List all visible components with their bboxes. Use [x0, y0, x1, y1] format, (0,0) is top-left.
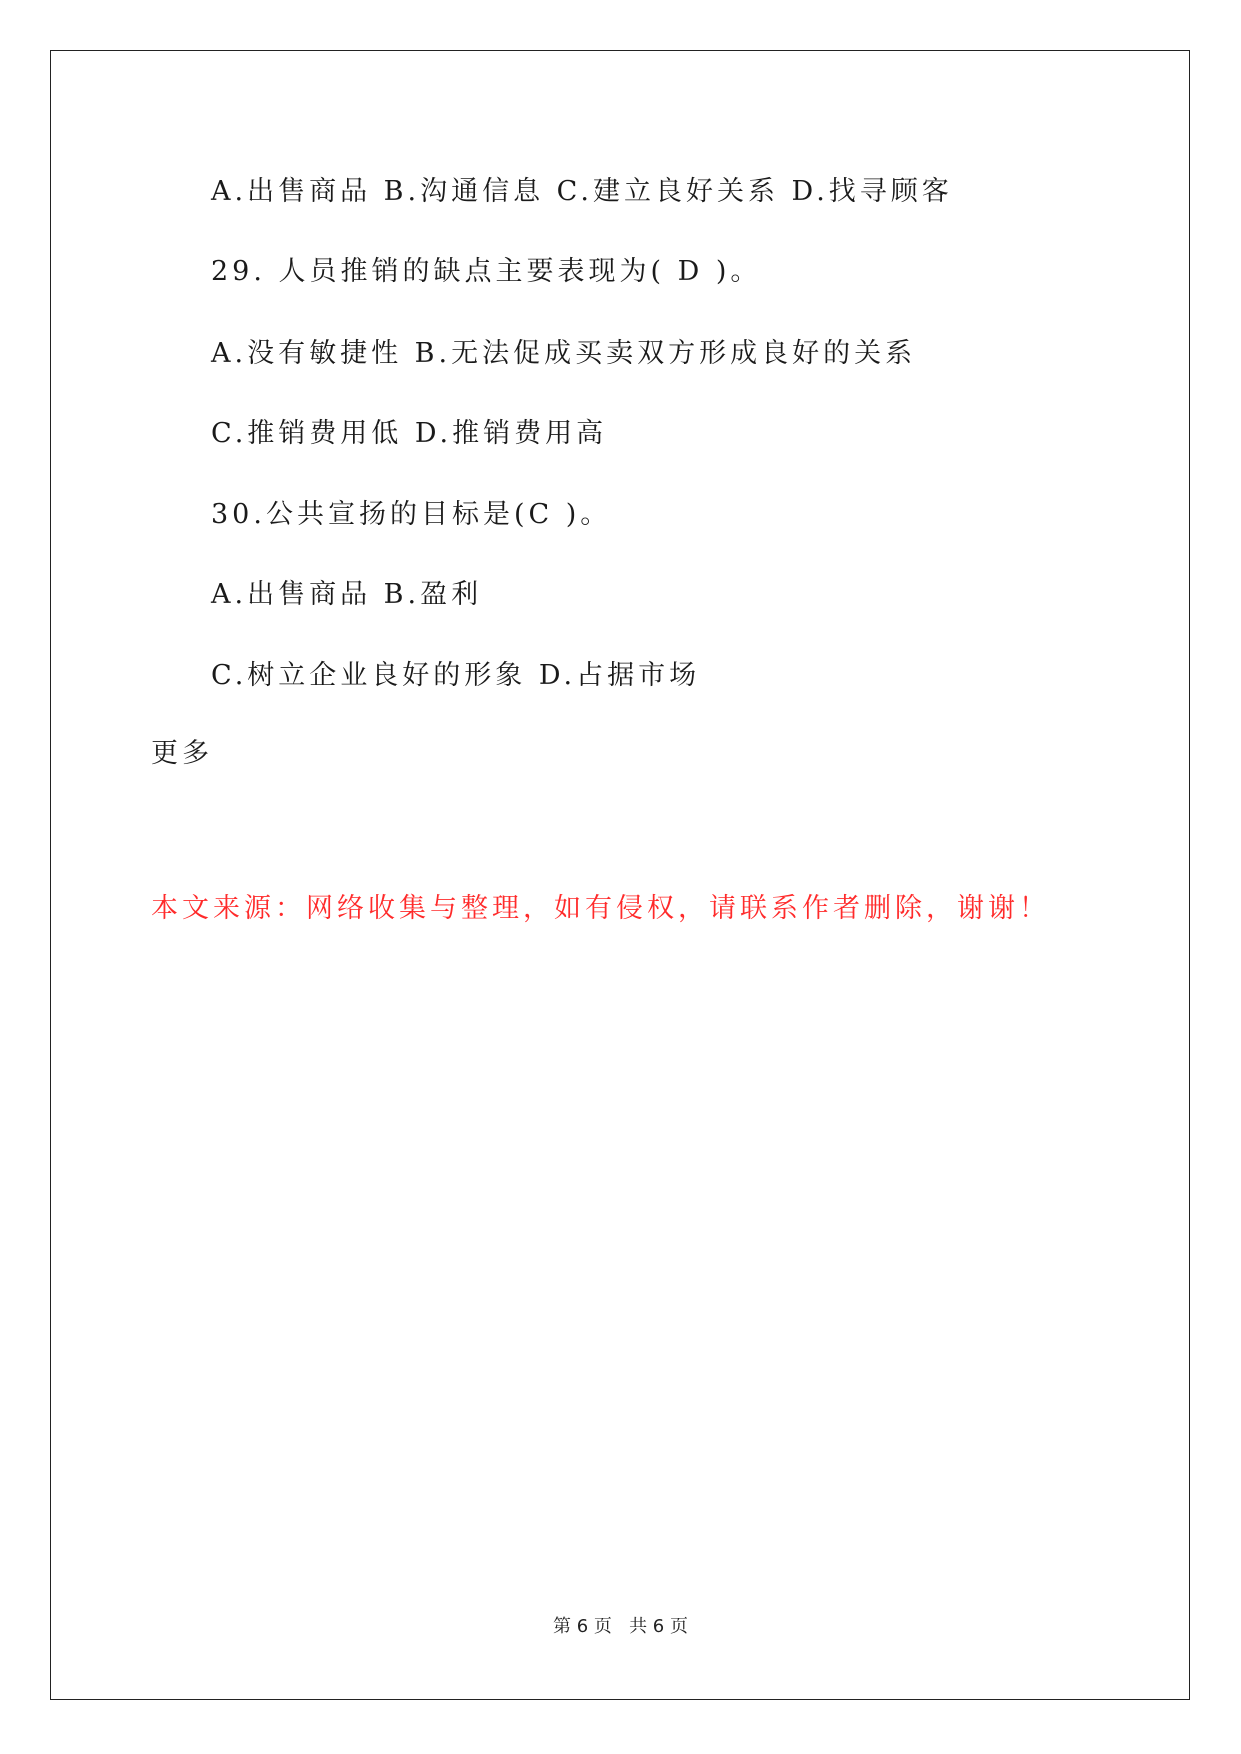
question-30-options-cd: C.树立企业良好的形象 D.占据市场 [211, 660, 701, 691]
question-30-options-ab: A.出售商品 B.盈利 [211, 579, 483, 610]
question-30: 30.公共宣扬的目标是(C )。 [211, 499, 612, 530]
page-frame [50, 50, 1190, 1700]
question-29-options-ab: A.没有敏捷性 B.无法促成买卖双方形成良好的关系 [211, 338, 917, 369]
more-link[interactable]: 更多 [151, 738, 213, 769]
question-28-options: A.出售商品 B.沟通信息 C.建立良好关系 D.找寻顾客 [211, 176, 953, 207]
question-29: 29. 人员推销的缺点主要表现为( D )。 [211, 256, 762, 287]
source-notice: 本文来源：网络收集与整理，如有侵权，请联系作者删除，谢谢！ [151, 893, 1050, 924]
question-29-options-cd: C.推销费用低 D.推销费用高 [211, 418, 608, 449]
page-indicator: 第 6 页 共 6 页 [553, 1616, 688, 1637]
